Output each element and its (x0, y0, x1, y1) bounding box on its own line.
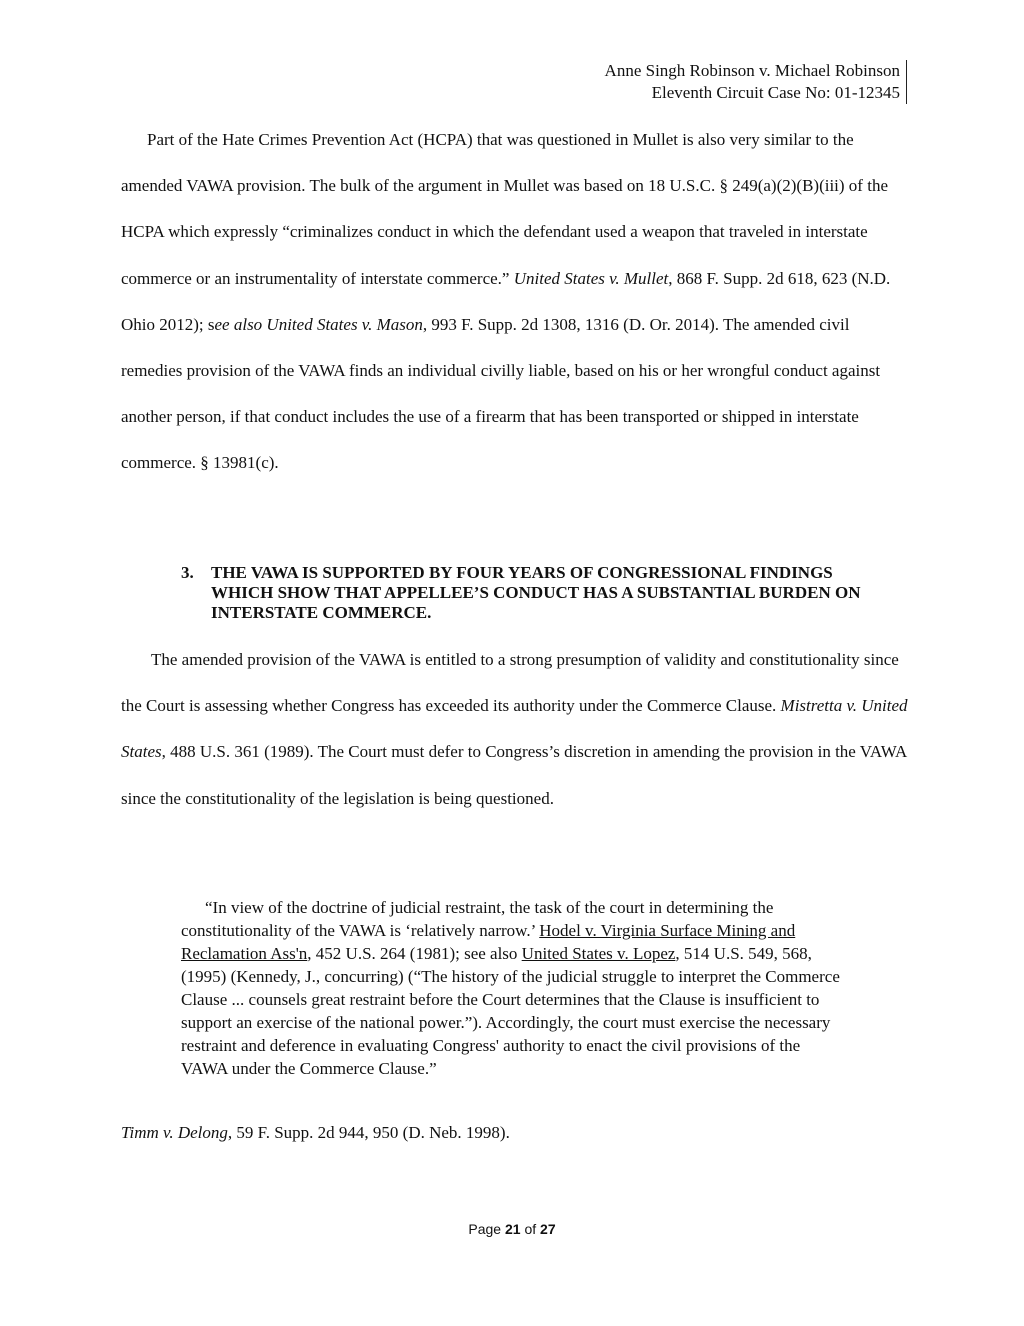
section-heading-text: THE VAWA IS SUPPORTED BY FOUR YEARS OF CONGRESSIONAL FINDINGS WHICH SHOW THAT APPELLEE’S CONDUCT HAS A SUBSTANTIAL BURDEN ON INTERSTATE COMMERCE. (211, 563, 861, 622)
paragraph-text: , 868 F. Supp. 2d 618, 623 (N.D. Ohio 2012); s (121, 268, 891, 334)
citation-text: , 59 F. Supp. 2d 944, 950 (D. Neb. 1998). (227, 1123, 510, 1142)
case-citation-mistretta: Mistretta v. United States (121, 696, 908, 762)
case-header-number: Eleventh Circuit Case No: 01-12345 (651, 83, 900, 102)
paragraph-presumption (121, 637, 911, 822)
footer-label: Page (468, 1221, 505, 1237)
case-header-title: Anne Singh Robinson v. Michael Robinson (604, 61, 900, 80)
quote-text: , 514 U.S. 549, 568, (1995) (Kennedy, J., concurring) (“The history of the judicial struggle to interpret the Commerce Clause ... counsels great restraint before the Court determines that the Clause is insufficient to support an exercise of the national power.”). Accordingly, the court must exercise the necessary restraint and deference in evaluating Congress' authority to enact the civil provisions of the VAWA under the Commerce Clause.” (181, 944, 840, 1078)
block-quote (181, 896, 846, 1080)
section-number: 3. (181, 563, 194, 582)
quote-text: “In view of the doctrine of judicial restraint, the task of the court in determining the constitutionality of the VAWA is ‘relatively narrow.’ (181, 898, 774, 940)
quote-text: , 452 U.S. 264 (1981); see also (307, 944, 522, 963)
quote-source-citation (121, 1121, 510, 1145)
footer-of: of (520, 1221, 541, 1237)
section-heading-3 (181, 563, 881, 623)
paragraph-hcpa (121, 117, 911, 487)
page-footer (0, 1221, 1024, 1237)
paragraph-text: , 488 U.S. 361 (1989). The Court must defer to Congress’s discretion in amending the provision in the VAWA since the constitutionality of the legislation is being questioned. (121, 742, 907, 808)
case-citation-lopez: United States v. Lopez (521, 944, 676, 963)
case-citation-mullet: United States v. Mullet (513, 268, 669, 288)
total-page-count: 27 (540, 1221, 556, 1237)
case-citation-hodel: Hodel v. Virginia Surface Mining and Reclamation Ass'n (181, 921, 796, 963)
case-citation-mason: ee also United States v. Mason (214, 314, 423, 334)
case-citation-timm: Timm v. Delong (121, 1123, 228, 1142)
paragraph-text: Part of the Hate Crimes Prevention Act (HCPA) that was questioned in Mullet is also very similar to the amended VAWA provision. The bulk of the argument in Mullet was based on 18 U.S.C. § 249(a)(2)(B)(iii) of the HCPA which expressly “criminalizes conduct in which the defendant used a weapon that traveled in interstate commerce or an instrumentality of interstate commerce.” (121, 130, 888, 288)
paragraph-text: The amended provision of the VAWA is entitled to a strong presumption of validity and constitutionality since the Court is assessing whether Congress has exceeded its authority under the Commerce Clause. (121, 650, 899, 716)
case-header (605, 60, 907, 104)
current-page-number: 21 (504, 1221, 521, 1237)
paragraph-text: , 993 F. Supp. 2d 1308, 1316 (D. Or. 2014). The amended civil remedies provision of the VAWA finds an individual civilly liable, based on his or her wrongful conduct against another person, if that conduct includes the use of a firearm that has been transported or shipped in interstate commerce. § 13981(c). (121, 314, 881, 473)
